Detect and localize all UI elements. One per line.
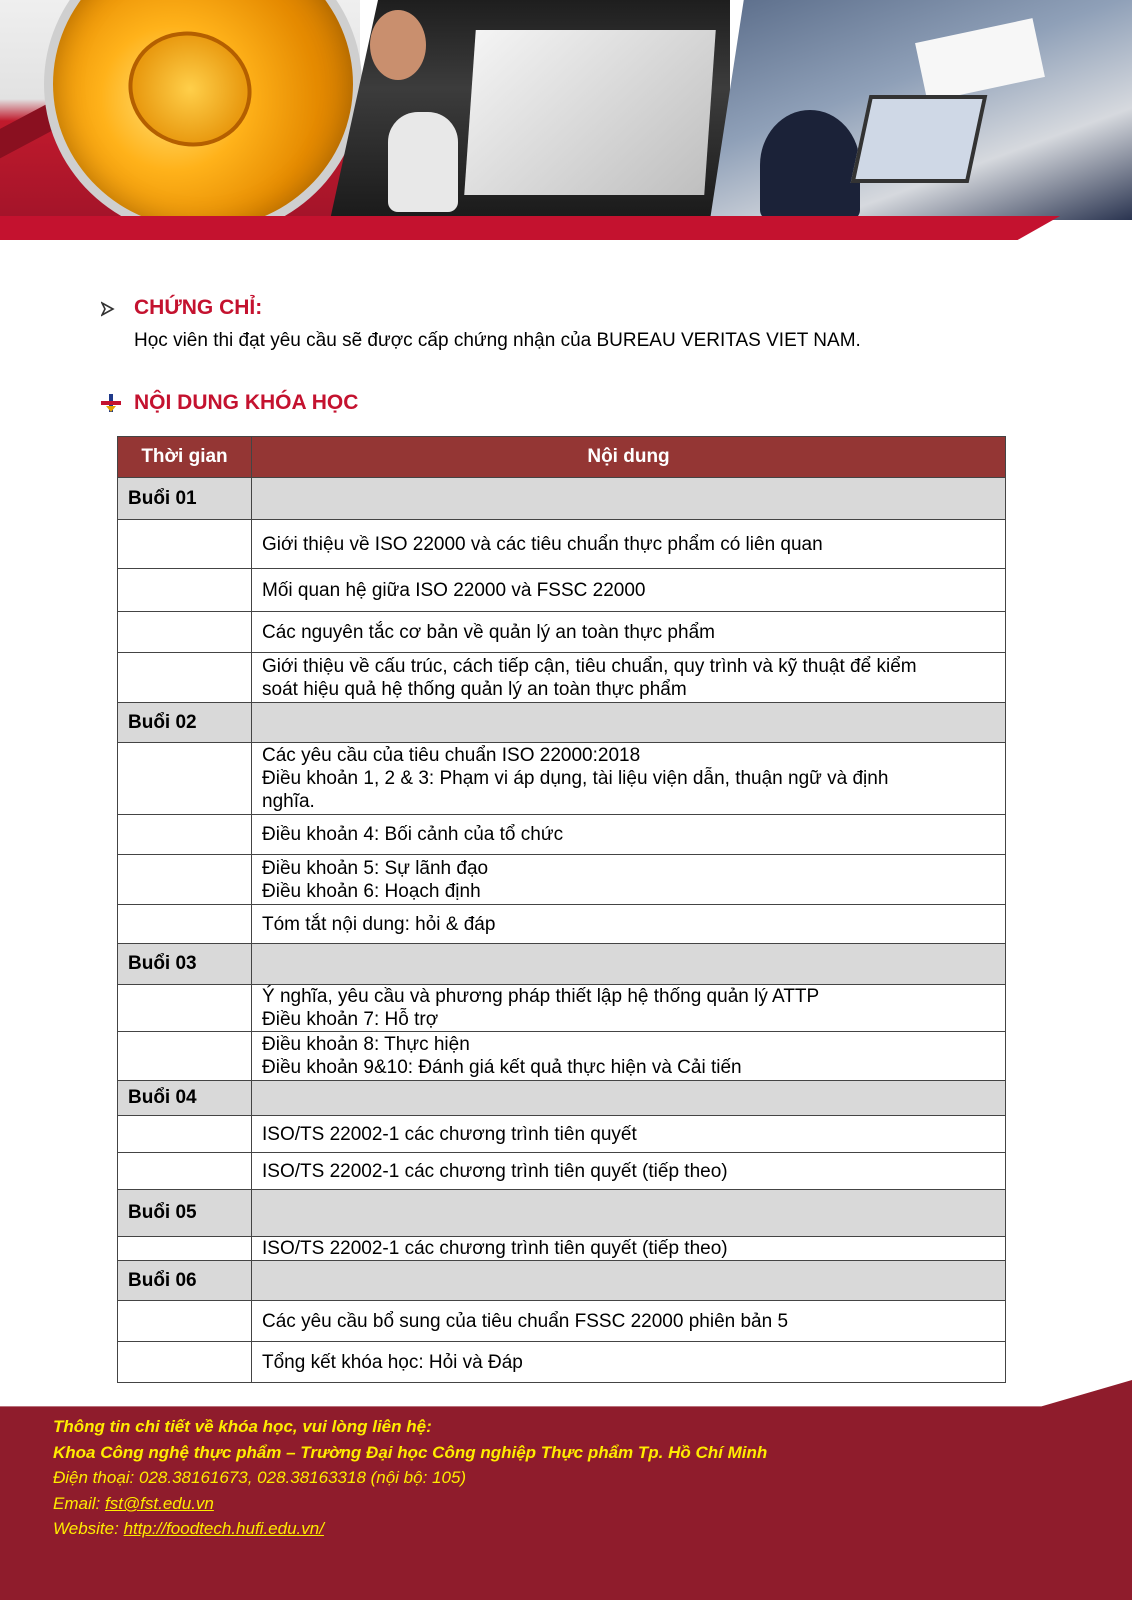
website-link[interactable]: http://foodtech.hufi.edu.vn/ <box>123 1519 324 1538</box>
session-label: Buổi 04 <box>118 1081 252 1116</box>
table-row <box>118 985 1006 1032</box>
table-row <box>118 905 1006 944</box>
session-row <box>118 1190 1006 1237</box>
content-cell: ISO/TS 22002-1 các chương trình tiên quyết (tiếp theo) <box>252 1153 1006 1190</box>
content-cell: Giới thiệu về cấu trúc, cách tiếp cận, tiêu chuẩn, quy trình và kỹ thuật để kiểm soát hiệu quả hệ thống quản lý an toàn thực phẩm <box>252 653 1006 703</box>
course-content-heading: NỘI DUNG KHÓA HỌC <box>134 391 359 414</box>
session-label: Buổi 06 <box>118 1261 252 1301</box>
banner-laptop <box>851 95 988 183</box>
table-row <box>118 1301 1006 1342</box>
table-row <box>118 569 1006 612</box>
website-label: Website: <box>53 1519 124 1538</box>
table-row <box>118 1237 1006 1261</box>
footer-contact-intro: Thông tin chi tiết về khóa học, vui lòng liên hệ: <box>53 1417 432 1436</box>
table-row <box>118 743 1006 815</box>
column-header-content: Nội dung <box>252 437 1006 478</box>
content-cell: Các yêu cầu của tiêu chuẩn ISO 22000:2018 Điều khoản 1, 2 & 3: Phạm vi áp dụng, tài liệu viện dẫn, thuận ngữ và định nghĩa. <box>252 743 1006 815</box>
content-cell: Điều khoản 5: Sự lãnh đạo Điều khoản 6: Hoạch định <box>252 855 1006 905</box>
star-bullet-icon <box>99 393 123 418</box>
phone-label: Điện thoại: <box>53 1468 139 1487</box>
footer-phone <box>53 1468 466 1488</box>
footer-department: Khoa Công nghệ thực phẩm – Trường Đại học Công nghiệp Thực phẩm Tp. Hồ Chí Minh <box>53 1443 768 1462</box>
banner-glove <box>388 112 458 212</box>
session-row <box>118 944 1006 985</box>
arrow-bullet-icon <box>101 301 115 317</box>
table-row <box>118 520 1006 569</box>
banner-person <box>760 110 860 220</box>
banner-person-face <box>370 10 426 80</box>
session-row <box>118 703 1006 743</box>
session-label: Buổi 01 <box>118 478 252 520</box>
content-cell: Ý nghĩa, yêu cầu và phương pháp thiết lập hệ thống quản lý ATTP Điều khoản 7: Hỗ trợ <box>252 985 1006 1032</box>
content-cell: Tổng kết khóa học: Hỏi và Đáp <box>252 1342 1006 1383</box>
email-label: Email: <box>53 1494 105 1513</box>
table-row <box>118 1032 1006 1081</box>
content-cell: Điều khoản 4: Bối cảnh của tổ chức <box>252 815 1006 855</box>
content-cell: Điều khoản 8: Thực hiện Điều khoản 9&10: Đánh giá kết quả thực hiện và Cải tiến <box>252 1032 1006 1081</box>
footer-website <box>53 1519 324 1539</box>
table-row <box>118 855 1006 905</box>
phone-value: 028.38161673, 028.38163318 (nội bộ: 105) <box>139 1468 467 1487</box>
session-row <box>118 1081 1006 1116</box>
content-cell: ISO/TS 22002-1 các chương trình tiên quyết (tiếp theo) <box>252 1237 1006 1261</box>
table-row <box>118 653 1006 703</box>
content-cell: Các nguyên tắc cơ bản về quản lý an toàn thực phẩm <box>252 612 1006 653</box>
table-header-row <box>118 437 1006 478</box>
content-cell: Tóm tắt nội dung: hỏi & đáp <box>252 905 1006 944</box>
session-label: Buổi 02 <box>118 703 252 743</box>
banner-red-strip <box>0 216 1060 240</box>
certificate-heading: CHỨNG CHỈ: <box>134 296 263 319</box>
table-row <box>118 1342 1006 1383</box>
session-label: Buổi 03 <box>118 944 252 985</box>
content-cell: Mối quan hệ giữa ISO 22000 và FSSC 22000 <box>252 569 1006 612</box>
certificate-text: Học viên thi đạt yêu cầu sẽ được cấp chứng nhận của BUREAU VERITAS VIET NAM. <box>134 330 861 351</box>
content-cell: Các yêu cầu bổ sung của tiêu chuẩn FSSC 22000 phiên bản 5 <box>252 1301 1006 1342</box>
banner-photo-magnifier <box>0 0 360 220</box>
footer-email <box>53 1494 214 1514</box>
content-cell: Giới thiệu về ISO 22000 và các tiêu chuẩn thực phẩm có liên quan <box>252 520 1006 569</box>
table-row <box>118 612 1006 653</box>
header-banner <box>0 0 1132 248</box>
column-header-time: Thời gian <box>118 437 252 478</box>
table-row <box>118 1116 1006 1153</box>
banner-panel-image <box>464 30 716 195</box>
table-row <box>118 815 1006 855</box>
content-cell: ISO/TS 22002-1 các chương trình tiên quyết <box>252 1116 1006 1153</box>
table-row <box>118 1153 1006 1190</box>
session-label: Buổi 05 <box>118 1190 252 1237</box>
session-row <box>118 1261 1006 1301</box>
footer-band <box>0 1380 1132 1600</box>
course-schedule-table <box>117 436 1006 1383</box>
email-link[interactable]: fst@fst.edu.vn <box>104 1494 214 1513</box>
session-row <box>118 478 1006 520</box>
